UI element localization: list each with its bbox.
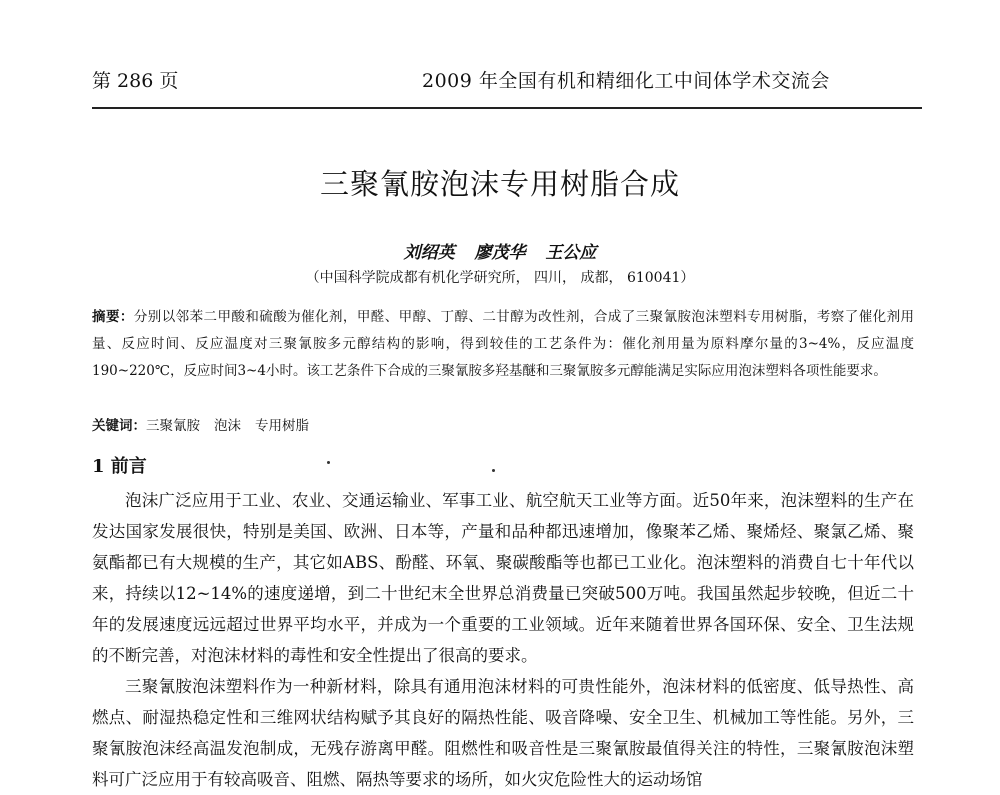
conference-title: 2009 年全国有机和精细化工中间体学术交流会 [422,70,830,92]
scan-speck [327,461,330,464]
authors: 刘绍英 廖茂华 王公应 [403,243,597,263]
abstract [92,304,914,385]
page-number: 第 286 页 [92,70,179,92]
abstract-label: 摘要： [92,309,134,325]
keyword-item: 三聚氰胺 [146,418,200,434]
paper-title: 三聚氰胺泡沫专用树脂合成 [319,167,680,201]
body-text [92,485,914,795]
keywords-label: 关键词： [92,418,146,434]
section-heading: 1 前言 [92,456,147,477]
running-header [92,66,922,96]
keyword-item: 专用树脂 [255,418,309,434]
body-paragraph: 泡沫广泛应用于工业、农业、交通运输业、军事工业、航空航天工业等方面。近50年来，泡沫塑料的生产在发达国家发展很快，特别是美国、欧洲、日本等，产量和品种都迅速增加，像聚苯乙烯、聚烯烃、聚氯乙烯、聚氨酯都已有大规模的生产，其它如ABS、酚醛、环氧、聚碳酸酯等也都已工业化。泡沫塑料的消费自七十年代以来，持续以12~14%的速度递增，到二十世纪末全世界总消费量已突破500万吨。我国虽然起步较晚，但近二十年的发展速度远远超过世界平均水平，并成为一个重要的工业领域。近年来随着世界各国环保、安全、卫生法规的不断完善，对泡沫材料的毒性和安全性提出了很高的要求。 [92,491,914,665]
abstract-text: 分别以邻苯二甲酸和硫酸为催化剂，甲醛、甲醇、丁醇、二甘醇为改性剂，合成了三聚氰胺泡沫塑料专用树脂，考察了催化剂用量、反应时间、反应温度对三聚氰胺多元醇结构的影响，得到较佳的工艺条件为：催化剂用量为原料摩尔量的3~4%，反应温度190~220℃，反应时间3~4小时。该工艺条件下合成的三聚氰胺多羟基醚和三聚氰胺多元醇能满足实际应用泡沫塑料各项性能要求。 [92,309,915,379]
keyword-item: 泡沫 [214,418,241,434]
affiliation: （中国科学院成都有机化学研究所， 四川， 成都， 610041） [305,270,695,286]
keywords [92,414,914,438]
body-paragraph: 三聚氰胺泡沫塑料作为一种新材料，除具有通用泡沫材料的可贵性能外，泡沫材料的低密度、低导热性、高燃点、耐湿热稳定性和三维网状结构赋予其良好的隔热性能、吸音降噪、安全卫生、机械加工等性能。另外，三聚氰胺泡沫经高温发泡制成，无残存游离甲醛。阻燃性和吸音性是三聚氰胺最值得关注的特性，三聚氰胺泡沫塑料可广泛应用于有较高吸音、阻燃、隔热等要求的场所，如火灾危险性大的运动场馆 [92,677,914,789]
header-rule [92,107,922,109]
scan-speck [492,469,495,472]
